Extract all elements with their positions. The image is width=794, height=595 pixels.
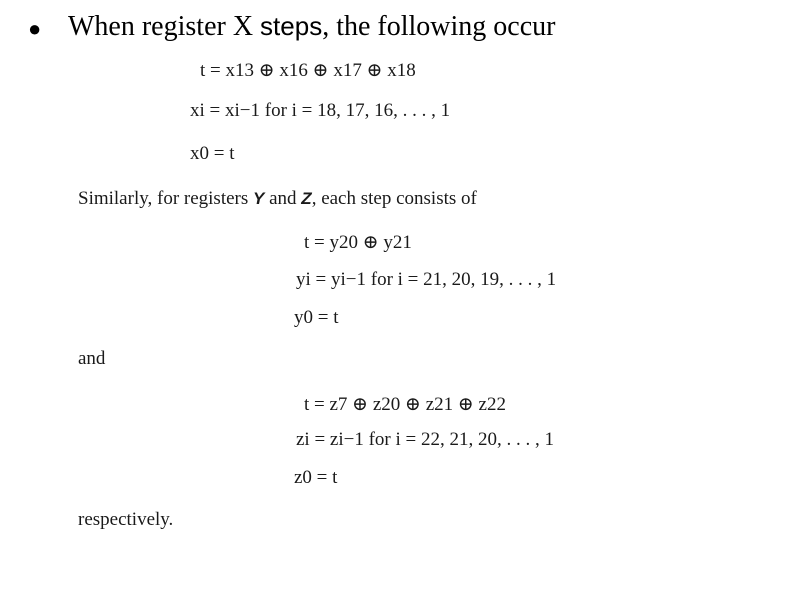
eq-y-feedback: t = y20 ⊕ y21 [304,232,412,253]
similarly-and: and [264,188,302,209]
eq-x-shift: xi = xi−1 for i = 18, 17, 16, . . . , 1 [190,100,451,121]
similarly-text [78,188,477,211]
respectively-text: respectively. [78,509,174,530]
eq-y-load: y0 = t [294,307,339,328]
bullet-marker: ● [28,16,42,41]
eq-y-shift: yi = yi−1 for i = 21, 20, 19, . . . , 1 [296,269,557,290]
similarly-before: Similarly, for registers [78,188,254,209]
eq-x-feedback: t = x13 ⊕ x16 ⊕ x17 ⊕ x18 [200,60,416,81]
similarly-after: , each step consists of [311,188,477,209]
eq-z-shift: zi = zi−1 for i = 22, 21, 20, . . . , 1 [296,429,555,450]
slide-heading [68,10,555,44]
heading-text-before: When register X [68,11,261,42]
heading-text-steps: steps [260,11,323,41]
eq-z-load: z0 = t [294,467,338,488]
register-y-label: Y [253,189,265,208]
eq-z-feedback: t = z7 ⊕ z20 ⊕ z21 ⊕ z22 [304,394,506,415]
eq-x-load: x0 = t [190,143,235,164]
heading-text-after: , the following occur [322,11,556,42]
register-z-label: Z [301,189,312,208]
and-text: and [78,348,106,369]
